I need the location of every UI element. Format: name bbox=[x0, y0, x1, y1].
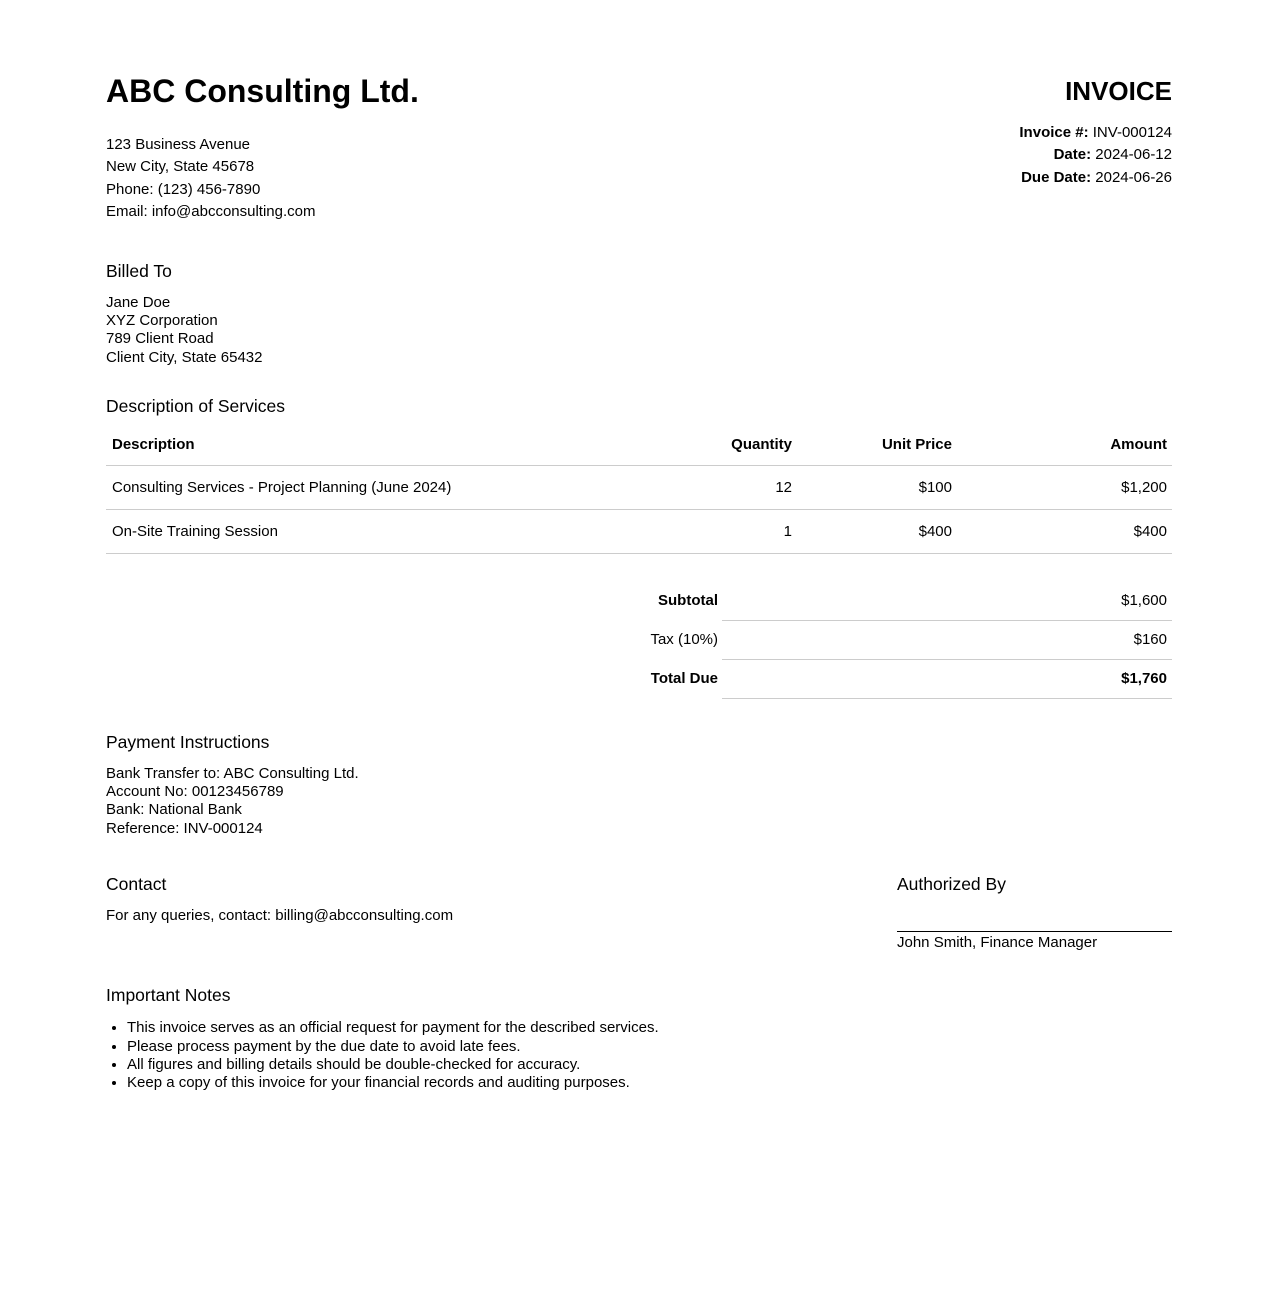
company-block bbox=[106, 73, 419, 224]
billed-to-company: XYZ Corporation bbox=[106, 311, 218, 329]
payment-bank-line: Bank: National Bank bbox=[106, 801, 242, 819]
total-due-value: $1,760 bbox=[722, 659, 1172, 698]
tax-row bbox=[650, 620, 1172, 659]
column-header-description: Description bbox=[106, 433, 657, 466]
total-due-row bbox=[650, 659, 1172, 698]
payment-account-line: Account No: 00123456789 bbox=[106, 783, 284, 801]
company-email-line: Email: info@abcconsulting.com bbox=[106, 203, 316, 221]
company-address-line: 123 Business Avenue bbox=[106, 136, 251, 153]
list-item: • Keep a copy of this invoice for your financial records and auditing purposes. bbox=[127, 1074, 1172, 1092]
subtotal-label: Subtotal bbox=[658, 592, 718, 610]
company-address-line: New City, State 45678 bbox=[106, 158, 255, 176]
contact-heading: Contact bbox=[106, 874, 167, 894]
cell-amount: $400 bbox=[957, 509, 1172, 553]
authorized-by-heading: Authorized By bbox=[897, 874, 1006, 894]
services-table bbox=[106, 433, 1172, 554]
invoice-meta-block bbox=[1019, 73, 1172, 189]
table-row bbox=[106, 509, 1172, 553]
invoice-number-label: Invoice #: bbox=[1019, 124, 1089, 141]
authorized-by-name: John Smith, Finance Manager bbox=[897, 934, 1098, 951]
important-notes-heading: Important Notes bbox=[106, 985, 231, 1006]
billed-to-city: Client City, State 65432 bbox=[106, 348, 263, 366]
totals-table bbox=[650, 582, 1172, 699]
company-address bbox=[106, 134, 419, 224]
authorized-by-section bbox=[897, 874, 1172, 952]
cell-description: On-Site Training Session bbox=[106, 509, 657, 553]
subtotal-row bbox=[650, 582, 1172, 621]
column-header-unit-price: Unit Price bbox=[797, 433, 957, 466]
subtotal-value: $1,600 bbox=[722, 582, 1172, 621]
column-header-amount: Amount bbox=[957, 433, 1172, 466]
tax-label: Tax (10%) bbox=[650, 630, 718, 648]
invoice-header bbox=[106, 73, 1172, 224]
table-row bbox=[106, 465, 1172, 509]
important-notes-section bbox=[106, 985, 1172, 1092]
billed-to-name: Jane Doe bbox=[106, 293, 171, 311]
payment-bank-transfer-line: Bank Transfer to: ABC Consulting Ltd. bbox=[106, 764, 359, 782]
invoice-due-date-value: 2024-06-26 bbox=[1095, 168, 1172, 186]
cell-amount: $1,200 bbox=[957, 465, 1172, 509]
company-phone-line: Phone: (123) 456-7890 bbox=[106, 180, 261, 198]
billed-to-section bbox=[106, 261, 1172, 367]
payment-instructions-section bbox=[106, 732, 1172, 838]
services-section bbox=[106, 396, 1172, 554]
list-item: • Please process payment by the due date to avoid late fees. bbox=[127, 1038, 1172, 1056]
invoice-date-label: Date: bbox=[1053, 146, 1092, 164]
cell-unit-price: $100 bbox=[797, 465, 957, 509]
services-heading: Description of Services bbox=[106, 395, 285, 416]
billed-to-address: 789 Client Road bbox=[106, 330, 214, 348]
important-notes-list bbox=[106, 1019, 1172, 1092]
services-table-header-row bbox=[106, 433, 1172, 466]
invoice-due-date-label: Due Date: bbox=[1021, 168, 1092, 186]
invoice-due-date-row bbox=[1019, 167, 1172, 189]
contact-line: For any queries, contact: billing@abcconsulting.com bbox=[106, 907, 454, 924]
contact-authorized-row bbox=[106, 874, 1172, 952]
cell-unit-price: $400 bbox=[797, 509, 957, 553]
invoice-title: INVOICE bbox=[1065, 76, 1172, 106]
list-item: • This invoice serves as an official request for payment for the described services. bbox=[127, 1019, 1172, 1037]
invoice-date-value: 2024-06-12 bbox=[1095, 146, 1172, 164]
cell-quantity: 12 bbox=[657, 465, 797, 509]
signature-line bbox=[897, 907, 1172, 932]
invoice-number-row bbox=[1019, 122, 1172, 144]
cell-quantity: 1 bbox=[657, 509, 797, 553]
list-item: • All figures and billing details should be double-checked for accuracy. bbox=[127, 1056, 1172, 1074]
tax-value: $160 bbox=[722, 620, 1172, 659]
payment-instructions-heading: Payment Instructions bbox=[106, 731, 270, 752]
cell-description: Consulting Services - Project Planning (June 2024) bbox=[106, 465, 657, 509]
payment-reference-line: Reference: INV-000124 bbox=[106, 819, 263, 837]
invoice-number-value: INV-000124 bbox=[1092, 124, 1172, 141]
contact-section bbox=[106, 874, 453, 952]
company-name: ABC Consulting Ltd. bbox=[106, 73, 419, 109]
total-due-label: Total Due bbox=[650, 669, 718, 687]
billed-to-heading: Billed To bbox=[106, 260, 172, 281]
column-header-quantity: Quantity bbox=[657, 433, 797, 466]
invoice-date-row bbox=[1019, 144, 1172, 166]
